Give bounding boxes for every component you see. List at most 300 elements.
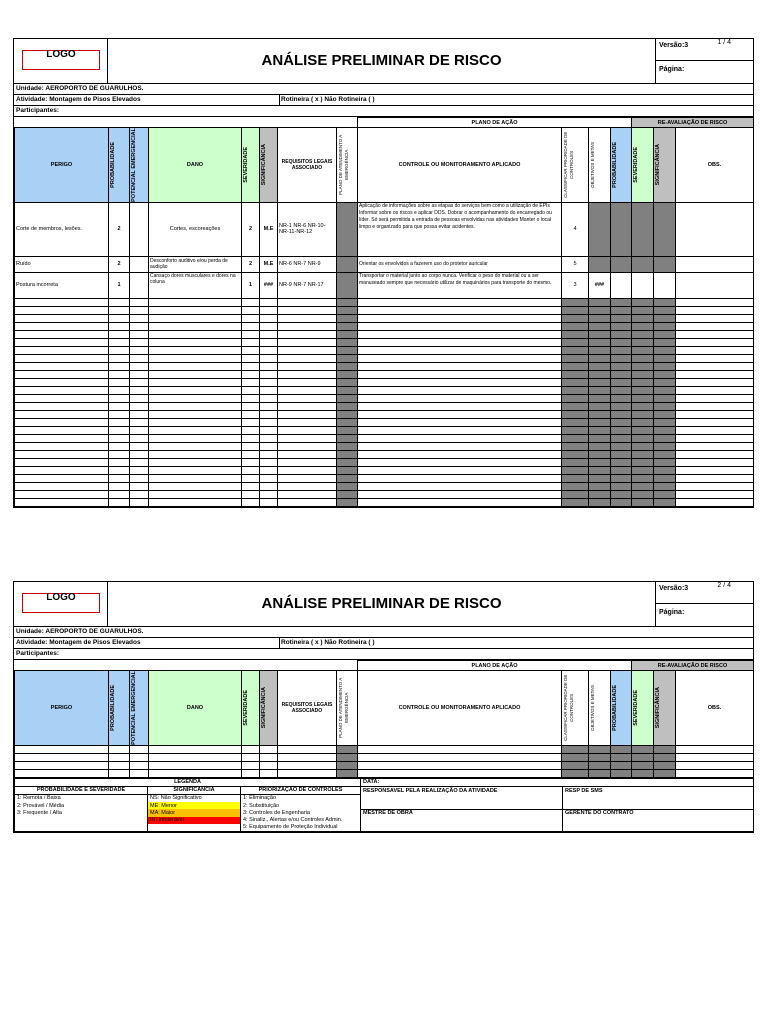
risk-table [14,117,754,507]
prob-sev-item: 3: Frequente / Alta [15,809,148,817]
responsavel-label: RESPONSAVEL PELA REALIZAÇÃO DA ATIVIDADE [361,786,563,794]
table-cell [337,434,358,442]
table-cell [260,322,278,330]
table-cell [337,306,358,314]
col-dano: DANO [149,128,242,203]
dano-cell: Desconforto auditivo e/ou perda de audição [149,256,242,272]
obj-cell [589,202,611,256]
prio-item: 4: Sinaliz., Alertas e/ou Controles Admin. [241,817,361,824]
table-cell [358,753,562,761]
table-cell [589,474,611,482]
table-cell [337,378,358,386]
table-cell [676,466,754,474]
table-cell [149,386,242,394]
table-cell [15,761,109,769]
table-cell [149,769,242,777]
table-cell [589,434,611,442]
logo-placeholder: LOGO [22,50,100,70]
table-cell [15,394,109,402]
data-label: DATA: [361,778,754,786]
table-cell [149,466,242,474]
table-cell [109,298,130,306]
table-cell [358,362,562,370]
sheet-page-1 [13,38,754,508]
table-cell [611,370,632,378]
unit-label: Unidade: AEROPORTO DE GUARULHOS. [16,628,144,635]
table-cell [676,761,754,769]
table-cell [358,450,562,458]
table-cell [242,354,260,362]
sheet-header [14,39,753,84]
table-cell [278,338,337,346]
col-reav-severidade: SEVERIDADE [633,690,639,726]
table-cell [260,354,278,362]
table-cell [337,370,358,378]
table-cell [149,474,242,482]
table-cell [242,402,260,410]
table-cell [337,330,358,338]
table-cell [260,753,278,761]
table-cell [654,434,676,442]
table-cell [130,306,149,314]
table-cell [130,370,149,378]
table-cell [149,498,242,506]
classif-cell: 4 [562,202,589,256]
table-cell [278,306,337,314]
table-cell [15,498,109,506]
col-probabilidade: PROBABILIDADE [110,685,116,731]
table-cell [337,466,358,474]
table-cell [130,378,149,386]
table-cell [676,306,754,314]
table-cell [611,378,632,386]
table-cell [562,490,589,498]
table-cell [632,370,654,378]
table-cell [130,410,149,418]
table-cell [15,298,109,306]
table-cell [562,330,589,338]
table-cell [130,338,149,346]
table-cell [109,761,130,769]
table-cell [562,354,589,362]
table-cell [260,306,278,314]
table-cell [611,418,632,426]
table-cell [260,466,278,474]
sig-cell: M.E [260,202,278,256]
table-cell [676,370,754,378]
table-cell [676,314,754,322]
activity-row [14,638,753,649]
table-cell [589,306,611,314]
table-cell [278,466,337,474]
table-cell [278,354,337,362]
activity-label: Atividade: Montagem de Pisos Elevados [16,639,141,646]
table-cell [109,354,130,362]
table-cell [130,426,149,434]
table-cell [109,482,130,490]
version-label: Versão:3 [659,42,689,49]
table-cell [632,346,654,354]
classif-cell: 3 [562,272,589,298]
table-cell [109,394,130,402]
table-cell [611,482,632,490]
req-cell: NR-6 NR-7 NR-9 [278,256,337,272]
table-cell [337,458,358,466]
table-cell [15,410,109,418]
table-cell [632,402,654,410]
table-cell [676,322,754,330]
table-cell [562,386,589,394]
table-cell [260,346,278,354]
table-cell [632,466,654,474]
table-cell [15,346,109,354]
table-cell [589,314,611,322]
table-cell [15,378,109,386]
table-cell [358,761,562,769]
table-cell [337,745,358,753]
table-cell [632,745,654,753]
table-cell [562,338,589,346]
table-cell [260,458,278,466]
table-cell [676,378,754,386]
table-cell [589,745,611,753]
controle-cell: Aplicação de informações sobre as etapas do serviços bem como a utilização de EPIs Informar sobre os riscos e aplicar DDS. Dobrar o acompanhamento do encarregado ou líder. Só será permitida a entrada de pessoas envolvidas nas atividades Manter o local limpo e organizado para que possa evitar acidentes. [358,202,562,256]
table-cell [278,761,337,769]
table-cell [632,362,654,370]
table-cell [358,458,562,466]
table-cell [611,474,632,482]
table-cell [654,402,676,410]
col-classificar: CLASSIFICAR PRIORIDADE DE CONTROLES [563,674,574,742]
table-cell [278,490,337,498]
sev-cell: 2 [242,202,260,256]
table-cell [15,330,109,338]
table-cell [676,346,754,354]
table-cell [632,338,654,346]
perigo-cell: Ruído [15,256,109,272]
table-cell [337,418,358,426]
table-cell [562,314,589,322]
table-cell [562,394,589,402]
table-cell [654,474,676,482]
table-cell [130,450,149,458]
participants-row [14,649,753,660]
table-row [15,306,754,314]
dano-cell: Cortes, escoreações [149,202,242,256]
table-cell [130,474,149,482]
col-reav-significancia: SIGNIFICÂNCIA [655,144,661,186]
table-cell [242,450,260,458]
table-cell [611,338,632,346]
table-cell [611,498,632,506]
prio-title: PRIORIZAÇÃO DE CONTROLES [241,786,361,794]
table-cell [562,298,589,306]
table-row [15,322,754,330]
prob-sev-item: 1: Remota / Baixa [15,794,148,802]
table-cell [632,458,654,466]
table-cell [109,322,130,330]
table-cell [358,490,562,498]
table-cell [260,769,278,777]
table-cell [632,490,654,498]
table-cell [337,298,358,306]
table-row [15,354,754,362]
table-cell [611,761,632,769]
plano-acao-header: PLANO DE AÇÃO [358,661,632,671]
table-cell [589,394,611,402]
table-cell [149,370,242,378]
sig-item: IN: Intolerável [148,817,241,824]
col-reav-probabilidade: PROBABILIDADE [612,142,618,188]
table-cell [632,450,654,458]
table-cell [337,394,358,402]
table-cell [611,362,632,370]
table-cell [632,753,654,761]
table-row [15,338,754,346]
col-requisitos: REQUISITOS LEGAIS ASSOCIADO [278,671,337,746]
table-cell [611,354,632,362]
table-cell [149,753,242,761]
col-significancia: SIGNIFICÂNCIA [261,687,267,729]
obj-cell: ### [589,272,611,298]
table-cell [611,426,632,434]
table-cell [611,330,632,338]
page-label: Página: [659,66,685,73]
table-cell [676,402,754,410]
sig-cell: M.E [260,256,278,272]
table-cell [109,370,130,378]
prio-item: 2: Substituição [241,802,361,810]
table-cell [654,322,676,330]
table-cell [278,314,337,322]
table-cell [149,426,242,434]
table-cell [562,346,589,354]
logo-placeholder: LOGO [22,593,100,613]
table-cell [632,474,654,482]
table-cell [278,458,337,466]
table-cell [337,362,358,370]
table-cell [611,450,632,458]
table-row [15,256,754,272]
prob-cell: 2 [109,256,130,272]
table-cell [562,450,589,458]
table-row [15,402,754,410]
table-row [15,442,754,450]
perigo-cell: Corte de membros, lesões. [15,202,109,256]
reavaliacao-header: RE-AVALIAÇÃO DE RISCO [632,661,754,671]
table-cell [260,378,278,386]
table-cell [242,370,260,378]
table-row [15,394,754,402]
table-cell [109,434,130,442]
table-cell [130,314,149,322]
sev-cell: 2 [242,256,260,272]
table-row [15,769,754,777]
table-cell [278,322,337,330]
table-cell [358,298,562,306]
table-cell [589,338,611,346]
table-row [15,202,754,256]
table-cell [337,450,358,458]
table-row [15,466,754,474]
table-row [15,474,754,482]
table-cell [109,338,130,346]
table-cell [562,322,589,330]
table-cell [242,418,260,426]
table-cell [611,769,632,777]
table-cell [260,410,278,418]
table-cell [242,466,260,474]
table-cell [611,442,632,450]
table-cell [15,362,109,370]
table-cell [611,386,632,394]
table-cell [278,330,337,338]
table-cell [337,314,358,322]
table-cell [260,402,278,410]
sig-item: ME: Menor [148,802,241,810]
table-cell [358,394,562,402]
prio-item: 1: Eliminação [241,794,361,802]
table-row [15,298,754,306]
perigo-cell: Postura incorreta [15,272,109,298]
table-cell [562,442,589,450]
table-cell [337,322,358,330]
table-cell [654,769,676,777]
prob-cell: 2 [109,202,130,256]
table-cell [242,306,260,314]
table-cell [242,745,260,753]
table-cell [358,370,562,378]
obj-cell [589,256,611,272]
table-row [15,378,754,386]
table-cell [109,314,130,322]
document-title: ANÁLISE PRELIMINAR DE RISCO [261,595,502,612]
table-cell [654,362,676,370]
table-cell [358,306,562,314]
page-number: 2 / 4 [717,582,731,589]
table-cell [632,354,654,362]
table-cell [654,761,676,769]
table-cell [278,434,337,442]
table-cell [632,378,654,386]
table-cell [358,474,562,482]
col-perigo: PERIGO [15,671,109,746]
table-cell [242,761,260,769]
controle-cell: Transportar o material junto ao corpo nunca. Verificar o peso do material ou a ser manuseado sempre que necessário utilizar de maquinários para transporte do mesmo. [358,272,562,298]
table-cell [15,458,109,466]
table-cell [337,386,358,394]
table-cell [242,482,260,490]
table-cell [109,418,130,426]
table-cell [358,354,562,362]
table-cell [589,482,611,490]
table-cell [611,466,632,474]
table-cell [278,442,337,450]
table-cell [562,498,589,506]
table-cell [278,402,337,410]
table-cell [130,394,149,402]
table-cell [358,330,562,338]
table-cell [15,482,109,490]
table-cell [260,426,278,434]
table-cell [589,402,611,410]
table-cell [278,498,337,506]
table-cell [358,314,562,322]
controle-cell: Orientar os envolvidos a fazerem uso do protetor auricular [358,256,562,272]
table-cell [358,498,562,506]
table-cell [358,378,562,386]
table-cell [242,442,260,450]
table-cell [589,753,611,761]
participants-label: Participantes: [16,107,59,114]
table-cell [337,346,358,354]
table-cell [632,482,654,490]
page-label: Página: [659,609,685,616]
table-row [15,753,754,761]
table-cell [676,298,754,306]
table-cell [654,298,676,306]
table-cell [149,761,242,769]
table-cell [589,442,611,450]
participants-label: Participantes: [16,650,59,657]
table-cell [562,753,589,761]
table-cell [654,378,676,386]
table-cell [149,402,242,410]
table-cell [149,482,242,490]
table-cell [130,362,149,370]
table-cell [260,314,278,322]
table-cell [654,386,676,394]
col-significancia: SIGNIFICÂNCIA [261,144,267,186]
table-row [15,418,754,426]
table-cell [109,753,130,761]
table-cell [611,410,632,418]
activity-row [14,95,753,106]
col-classificar: CLASSIFICAR PRIORIDADE DE CONTROLES [563,131,574,199]
table-cell [260,490,278,498]
table-cell [562,370,589,378]
col-potencial: POTENCIAL EMERGENCIAL [131,128,137,202]
unit-row [14,84,753,95]
table-cell [149,346,242,354]
table-cell [149,314,242,322]
table-cell [260,745,278,753]
table-cell [562,745,589,753]
table-cell [149,338,242,346]
table-cell [15,434,109,442]
table-cell [149,745,242,753]
table-cell [278,450,337,458]
table-cell [149,442,242,450]
table-cell [676,330,754,338]
table-cell [242,298,260,306]
table-cell [654,346,676,354]
prio-item: 3: Controles de Engenharia [241,809,361,817]
table-cell [278,386,337,394]
table-cell [109,362,130,370]
table-cell [260,442,278,450]
table-cell [562,306,589,314]
table-cell [358,434,562,442]
table-cell [611,753,632,761]
table-cell [589,330,611,338]
table-cell [589,370,611,378]
table-cell [562,402,589,410]
table-cell [15,474,109,482]
table-cell [611,322,632,330]
table-cell [632,298,654,306]
table-cell [109,306,130,314]
